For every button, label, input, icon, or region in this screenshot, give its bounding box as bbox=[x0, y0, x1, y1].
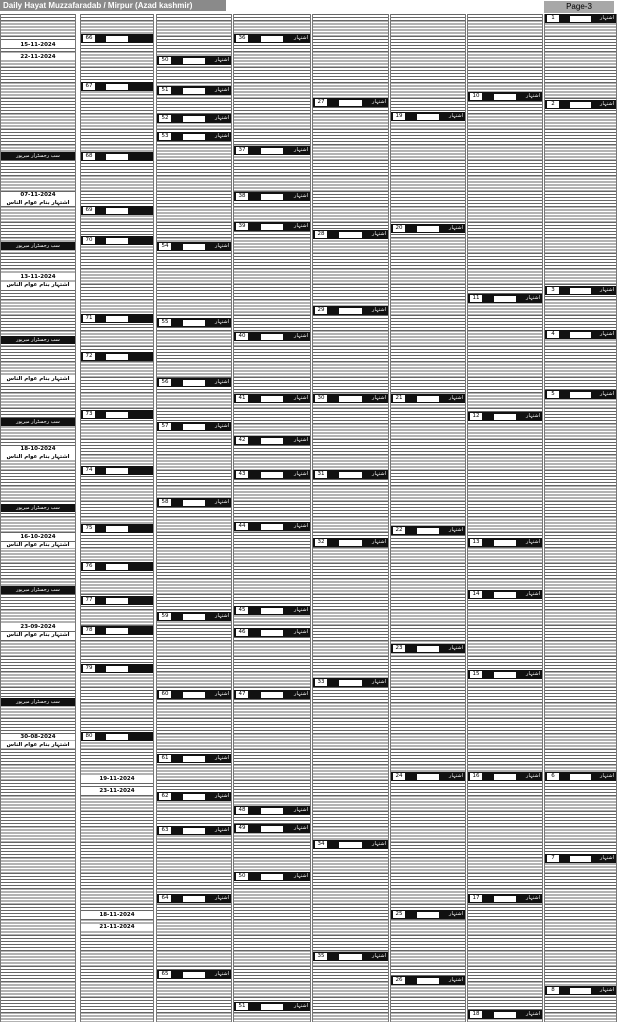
text-block bbox=[234, 14, 310, 1022]
column-8 bbox=[544, 14, 617, 1022]
ad-header: 15 اشتہار bbox=[468, 670, 542, 679]
ad-header: 40 اشتہار bbox=[234, 332, 310, 341]
ad-header: 43 اشتہار bbox=[234, 470, 310, 479]
ad-header: 80 bbox=[81, 732, 153, 741]
notice-date: 21-11-2024 bbox=[81, 924, 153, 930]
page-number: Page-3 bbox=[544, 1, 614, 13]
ad-header: 53 اشتہار bbox=[157, 132, 231, 141]
column-5 bbox=[312, 14, 389, 1022]
ad-header: 13 اشتہار bbox=[468, 538, 542, 547]
ad-header: 8 اشتہار bbox=[545, 986, 616, 995]
ad-header: 10 اشتہار bbox=[468, 92, 542, 101]
column-4 bbox=[233, 14, 311, 1022]
ad-header: 76 bbox=[81, 562, 153, 571]
ad-header: 33 اشتہار bbox=[313, 678, 388, 687]
notice-title: اشتہار بنام عوام الناس bbox=[1, 282, 75, 288]
ad-header: 6 اشتہار bbox=[545, 772, 616, 781]
ad-header: 34 اشتہار bbox=[313, 840, 388, 849]
ad-header: 11 اشتہار bbox=[468, 294, 542, 303]
notice-banner: سب رجسٹرار میرپور bbox=[1, 242, 75, 250]
notice-banner: سب رجسٹرار میرپور bbox=[1, 586, 75, 594]
ad-header: 47 اشتہار bbox=[234, 690, 310, 699]
text-block bbox=[391, 14, 465, 1022]
ad-header: 66 bbox=[81, 34, 153, 43]
notice-title: اشتہار بنام عوام الناس bbox=[1, 542, 75, 548]
ad-header: 45 اشتہار bbox=[234, 606, 310, 615]
notice-banner: سب رجسٹرار میرپور bbox=[1, 336, 75, 344]
notice-date: 18-10-2024 bbox=[1, 446, 75, 452]
ad-header: 68 bbox=[81, 152, 153, 161]
ad-header: 36 اشتہار bbox=[234, 34, 310, 43]
ad-header: 35 اشتہار bbox=[313, 952, 388, 961]
ad-header: 37 اشتہار bbox=[234, 146, 310, 155]
text-block bbox=[545, 14, 616, 1022]
notice-title: اشتہار بنام عوام الناس bbox=[1, 200, 75, 206]
ad-header: 31 اشتہار bbox=[313, 470, 388, 479]
ad-header: 27 اشتہار bbox=[313, 98, 388, 107]
ad-header: 74 bbox=[81, 466, 153, 475]
ad-header: 32 اشتہار bbox=[313, 538, 388, 547]
ad-header: 30 اشتہار bbox=[313, 394, 388, 403]
ad-header: 41 اشتہار bbox=[234, 394, 310, 403]
ad-header: 61 اشتہار bbox=[157, 754, 231, 763]
ad-header: 60 اشتہار bbox=[157, 690, 231, 699]
ad-header: 18 اشتہار bbox=[468, 1010, 542, 1019]
text-block bbox=[81, 14, 153, 1022]
ad-header: 38 اشتہار bbox=[234, 192, 310, 201]
column-6 bbox=[390, 14, 466, 1022]
ad-header: 78 bbox=[81, 626, 153, 635]
ad-header: 75 bbox=[81, 524, 153, 533]
column-2 bbox=[80, 14, 154, 1022]
ad-header: 57 اشتہار bbox=[157, 422, 231, 431]
notice-date: 13-11-2024 bbox=[1, 274, 75, 280]
ad-header: 12 اشتہار bbox=[468, 412, 542, 421]
ad-header: 63 اشتہار bbox=[157, 826, 231, 835]
ad-header: 25 اشتہار bbox=[391, 910, 465, 919]
notice-banner: سب رجسٹرار میرپور bbox=[1, 504, 75, 512]
ad-header: 22 اشتہار bbox=[391, 526, 465, 535]
ad-header: 49 اشتہار bbox=[234, 824, 310, 833]
ad-header: 79 bbox=[81, 664, 153, 673]
notice-title: اشتہار بنام عوام الناس bbox=[1, 632, 75, 638]
ad-header: 42 اشتہار bbox=[234, 436, 310, 445]
notice-title: اشتہار بنام عوام الناس bbox=[1, 376, 75, 382]
ad-header: 55 اشتہار bbox=[157, 318, 231, 327]
ad-header: 58 اشتہار bbox=[157, 498, 231, 507]
ad-header: 70 bbox=[81, 236, 153, 245]
ad-header: 39 اشتہار bbox=[234, 222, 310, 231]
ad-header: 24 اشتہار bbox=[391, 772, 465, 781]
text-block bbox=[1, 14, 75, 1022]
notice-date: 22-11-2024 bbox=[1, 54, 75, 60]
masthead: Daily Hayat Muzzafaradab / Mirpur (Azad kashmir) bbox=[0, 0, 226, 11]
ad-header: 4 اشتہار bbox=[545, 330, 616, 339]
ad-header: 72 bbox=[81, 352, 153, 361]
notice-date: 16-10-2024 bbox=[1, 534, 75, 540]
notice-banner: سب رجسٹرار میرپور bbox=[1, 152, 75, 160]
ad-header: 19 اشتہار bbox=[391, 112, 465, 121]
ad-header: 73 bbox=[81, 410, 153, 419]
ad-header: 26 اشتہار bbox=[391, 976, 465, 985]
ad-header: 3 اشتہار bbox=[545, 286, 616, 295]
ad-header: 48 اشتہار bbox=[234, 806, 310, 815]
ad-header: 23 اشتہار bbox=[391, 644, 465, 653]
ad-header: 21 اشتہار bbox=[391, 394, 465, 403]
notice-date: 15-11-2024 bbox=[1, 42, 75, 48]
text-block bbox=[313, 14, 388, 1022]
column-3 bbox=[156, 14, 232, 1022]
ad-header: 44 اشتہار bbox=[234, 522, 310, 531]
ad-header: 69 bbox=[81, 206, 153, 215]
ad-header: 17 اشتہار bbox=[468, 894, 542, 903]
ad-header: 64 اشتہار bbox=[157, 894, 231, 903]
column-1 bbox=[0, 14, 76, 1022]
ad-header: 46 اشتہار bbox=[234, 628, 310, 637]
notice-banner: سب رجسٹرار میرپور bbox=[1, 698, 75, 706]
ad-header: 52 اشتہار bbox=[157, 114, 231, 123]
ad-header: 5 اشتہار bbox=[545, 390, 616, 399]
ad-header: 2 اشتہار bbox=[545, 100, 616, 109]
ad-header: 29 اشتہار bbox=[313, 306, 388, 315]
ad-header: 51 اشتہار bbox=[234, 1002, 310, 1011]
ad-header: 62 اشتہار bbox=[157, 792, 231, 801]
ad-header: 16 اشتہار bbox=[468, 772, 542, 781]
ad-header: 7 اشتہار bbox=[545, 854, 616, 863]
ad-header: 54 اشتہار bbox=[157, 242, 231, 251]
notice-date: 19-11-2024 bbox=[81, 776, 153, 782]
ad-header: 77 bbox=[81, 596, 153, 605]
ad-header: 65 اشتہار bbox=[157, 970, 231, 979]
ad-header: 51 اشتہار bbox=[157, 86, 231, 95]
ad-header: 56 اشتہار bbox=[157, 378, 231, 387]
ad-header: 1 اشتہار bbox=[545, 14, 616, 23]
ad-header: 20 اشتہار bbox=[391, 224, 465, 233]
text-block bbox=[468, 14, 542, 1022]
text-block bbox=[157, 14, 231, 1022]
ad-header: 50 اشتہار bbox=[234, 872, 310, 881]
notice-title: اشتہار بنام عوام الناس bbox=[1, 742, 75, 748]
ad-header: 71 bbox=[81, 314, 153, 323]
ad-header: 14 اشتہار bbox=[468, 590, 542, 599]
notice-date: 30-08-2024 bbox=[1, 734, 75, 740]
notice-title: اشتہار بنام عوام الناس bbox=[1, 454, 75, 460]
top-bar bbox=[0, 0, 617, 11]
ad-header: 59 اشتہار bbox=[157, 612, 231, 621]
notice-banner: سب رجسٹرار میرپور bbox=[1, 418, 75, 426]
column-7 bbox=[467, 14, 543, 1022]
notice-date: 23-11-2024 bbox=[81, 788, 153, 794]
notice-date: 18-11-2024 bbox=[81, 912, 153, 918]
ad-header: 28 اشتہار bbox=[313, 230, 388, 239]
ad-header: 50 اشتہار bbox=[157, 56, 231, 65]
ad-header: 67 bbox=[81, 82, 153, 91]
notice-date: 07-11-2024 bbox=[1, 192, 75, 198]
notice-date: 23-09-2024 bbox=[1, 624, 75, 630]
